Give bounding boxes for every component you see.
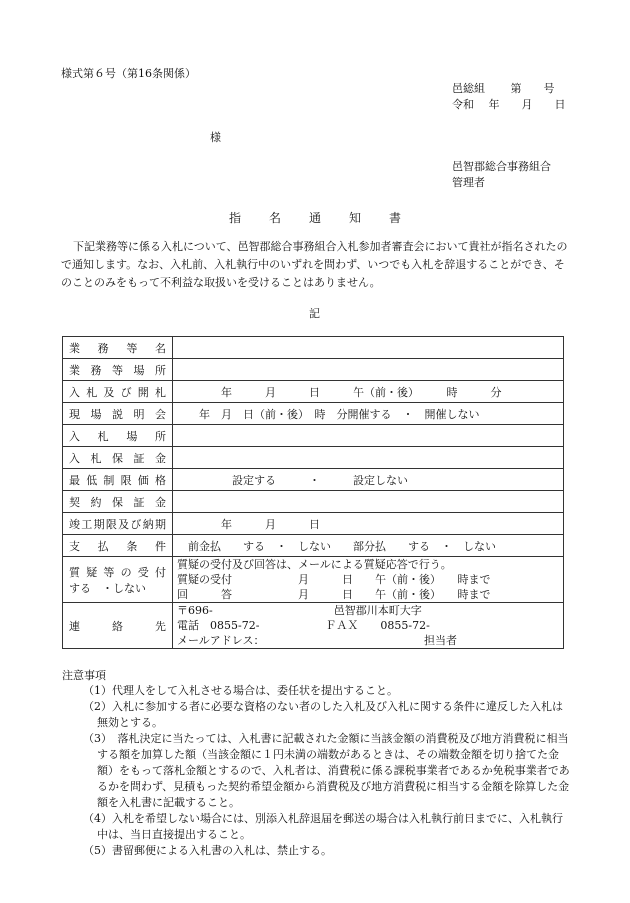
row-value: 設定する ・ 設定しない	[173, 469, 564, 491]
label-char: 業	[69, 363, 80, 377]
row-label	[67, 450, 168, 466]
label-char: 払	[97, 539, 109, 553]
label-char: 竣	[69, 517, 80, 531]
table-row	[63, 535, 564, 557]
label-char: 期	[93, 517, 105, 531]
row-value	[173, 491, 564, 513]
label-char: 保	[112, 451, 123, 465]
qa-line-3: 回 答 月 日 午（前・後） 時まで	[177, 588, 491, 601]
table-row	[63, 337, 564, 359]
qa-line-1: 質疑の受付及び回答は、メールによる質疑応答で行う。	[177, 558, 452, 571]
row-value: 年 月 日 午（前・後） 時 分	[173, 381, 564, 403]
label-char: 開	[137, 385, 149, 399]
row-value	[173, 425, 564, 447]
label-char: 最	[69, 473, 80, 487]
label-char: 工	[81, 517, 93, 531]
table-row	[63, 513, 564, 535]
qa-label-2: する ・しない	[69, 581, 146, 595]
row-value: 前金払 する ・ しない 部分払 する ・ しない	[173, 535, 564, 557]
label-char: 札	[154, 385, 166, 399]
label-char: 制	[103, 473, 115, 487]
label-char: 札	[97, 429, 109, 443]
label-char: 納	[142, 517, 154, 531]
row-label	[67, 406, 168, 422]
label-char: 等	[126, 341, 138, 355]
label-char: 低	[86, 473, 98, 487]
contact-line-1: 〒696- 邑智郡川本町大字	[177, 604, 422, 617]
label-char: 件	[154, 539, 166, 553]
row-label	[67, 362, 168, 378]
table-row	[63, 403, 564, 425]
label-char: 札	[90, 451, 102, 465]
qa-line-2: 質疑の受付 月 日 午（前・後） 時まで	[177, 573, 491, 586]
label-char: 務	[90, 363, 102, 377]
row-value: 年 月 日	[173, 513, 564, 535]
label-char: 連	[69, 619, 80, 633]
label-char: 支	[69, 539, 80, 553]
sender-organization: 邑智郡総合事務組合	[452, 160, 551, 173]
label-char: 及	[118, 517, 130, 531]
label-char: 業	[69, 341, 80, 355]
row-label	[67, 494, 168, 510]
form-number: 様式第６号（第16条関係）	[61, 67, 196, 80]
row-label	[67, 538, 168, 554]
label-char: 所	[155, 363, 166, 377]
label-char: 務	[97, 341, 109, 355]
label-char: 価	[137, 473, 149, 487]
row-label	[67, 428, 168, 444]
note-item: （4）入札を希望しない場合には、別添入札辞退届を郵送の場合は入札執行前日までに、入札執行中は、当日直接提出すること。	[83, 812, 563, 841]
label-char: 証	[133, 495, 145, 509]
details-table	[62, 336, 564, 649]
label-char: 約	[90, 495, 102, 509]
label-char: 絡	[112, 619, 123, 633]
label-char: 入	[69, 385, 80, 399]
table-row-qa	[63, 557, 564, 603]
label-char: 現	[69, 407, 80, 421]
document-number: 邑総組 第 号	[452, 82, 555, 95]
table-row	[63, 447, 564, 469]
label-char: 札	[86, 385, 98, 399]
label-char: 質	[69, 565, 80, 579]
label-char: 金	[155, 495, 166, 509]
label-char: 等	[103, 565, 115, 579]
table-row	[63, 425, 564, 447]
label-char: 場	[126, 429, 138, 443]
table-row	[63, 359, 564, 381]
body-text: 下記業務等に係る入札について、邑智郡総合事務組合入札参加者審査会において貴社が指名されたので通知します。なお、入札前、入札執行中のいずれを問わず、いつでも入札を辞退することができ、そのことのみをもって不利益な取扱いを受けることはありません。	[61, 240, 568, 289]
label-char: 明	[133, 407, 145, 421]
label-char: 疑	[86, 565, 98, 579]
label-char: 期	[154, 517, 166, 531]
note-item: （3） 落札決定に当たっては、入札書に記載された金額に当該金額の消費税及び地方消費税に相当する額を加算した額（当該金額に１円未満の端数があるときは、その端数金額を切り捨てた金額）をもって落札金額とするので、入札者は、消費税に係る課税事業者であるか免税事業者であるかを問わず、見積もった契約希望金額から消費税及び地方消費税に相当する金額を除算した金額を入札書に記載すること。	[83, 732, 570, 809]
label-char: 場	[90, 407, 102, 421]
sender-title: 管理者	[452, 176, 485, 189]
row-value	[173, 447, 564, 469]
label-char: の	[120, 565, 132, 579]
table-row	[63, 469, 564, 491]
label-char: 契	[69, 495, 80, 509]
note-item: （2）入札に参加する者に必要な資格のない者のした入札及び入札に関する条件に違反した入札は無効とする。	[83, 700, 563, 729]
notes-heading: 注意事項	[62, 669, 106, 682]
note-item: （1）代理人をして入札させる場合は、委任状を提出すること。	[83, 684, 398, 697]
label-char: 及	[103, 385, 115, 399]
label-char: 付	[154, 565, 166, 579]
label-char: 会	[155, 407, 166, 421]
table-row	[63, 491, 564, 513]
label-char: 説	[112, 407, 123, 421]
row-label	[67, 340, 168, 356]
label-char: 所	[154, 429, 166, 443]
row-value	[173, 337, 564, 359]
table-row-contact	[63, 603, 564, 649]
label-char: 格	[154, 473, 166, 487]
label-char: 等	[112, 363, 123, 377]
label-char: 先	[155, 619, 166, 633]
label-char: 受	[137, 565, 149, 579]
label-char: 名	[154, 341, 166, 355]
label-char: び	[120, 385, 132, 399]
label-char: 証	[133, 451, 145, 465]
label-char: 入	[69, 451, 80, 465]
label-char: 限	[120, 473, 132, 487]
label-char: 金	[155, 451, 166, 465]
contact-line-3: メールアドレス： 担当者	[177, 634, 457, 647]
ki-marker: 記	[309, 307, 320, 320]
contact-line-2: 電話 0855-72- ＦＡＸ 0855-72-	[177, 619, 430, 632]
row-value	[173, 359, 564, 381]
row-value: 年 月 日（前・後） 時 分開催する ・ 開催しない	[173, 403, 564, 425]
document-title: 指名通知書	[229, 211, 430, 225]
contact-label	[67, 618, 168, 634]
qa-label-1	[67, 564, 168, 580]
addressee: 様	[210, 131, 221, 144]
note-item: （5）書留郵便による入札書の入札は、禁止する。	[83, 844, 332, 857]
document-date: 令和 年 月 日	[452, 98, 566, 111]
label-char: 場	[133, 363, 145, 377]
row-label	[67, 384, 168, 400]
label-char: 限	[105, 517, 117, 531]
row-label	[67, 472, 168, 488]
label-char: 保	[112, 495, 123, 509]
table-row	[63, 381, 564, 403]
label-char: び	[130, 517, 142, 531]
label-char: 条	[126, 539, 138, 553]
row-label	[67, 516, 168, 532]
label-char: 入	[69, 429, 80, 443]
